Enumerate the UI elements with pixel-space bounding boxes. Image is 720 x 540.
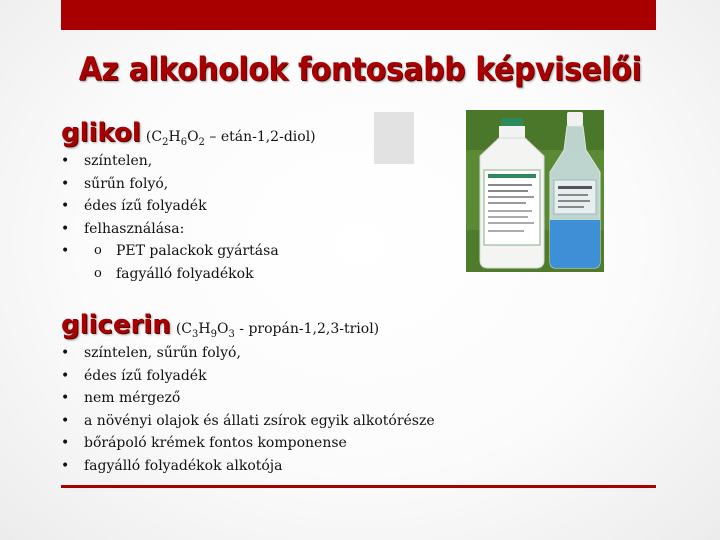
top-accent-bar	[61, 0, 656, 30]
glicerin-formula: ($C_3H_9O_3$ - propán-1,2,3-triol)	[175, 321, 380, 340]
glikol-name: glikol	[61, 118, 141, 148]
glicerin-bullet-list	[61, 342, 435, 477]
list-item: • a növényi olajok és állati zsírok egyik alkotórésze	[61, 410, 435, 433]
list-item: • felhasználása:	[61, 218, 279, 241]
list-item: • édes ízű folyadék	[61, 365, 435, 388]
list-item: • színtelen,	[61, 150, 279, 173]
glicerin-name: glicerin	[61, 310, 171, 340]
list-item: • színtelen, sűrűn folyó,	[61, 342, 435, 365]
bottom-accent-line	[61, 485, 656, 488]
bottles-photo	[466, 110, 604, 272]
sub-list-item: o • PET palackok gyártása	[61, 240, 279, 263]
list-item: • édes ízű folyadék	[61, 195, 279, 218]
placeholder-box	[374, 112, 414, 164]
slide-title: Az alkoholok fontosabb képviselői	[78, 50, 642, 88]
sub-list-item: o fagyálló folyadékok	[61, 263, 279, 286]
list-item: • fagyálló folyadékok alkotója	[61, 455, 435, 478]
list-item: • sűrűn folyó,	[61, 173, 279, 196]
glicerin-heading	[61, 310, 379, 340]
sub-list-container	[61, 240, 279, 285]
glikol-sub-list	[61, 240, 279, 285]
glikol-formula: ($C_2H_6O_2$ – etán-1,2-diol)	[145, 129, 316, 148]
glikol-bullet-list	[61, 150, 279, 285]
glikol-heading	[61, 118, 316, 148]
list-item: • nem mérgező	[61, 387, 435, 410]
list-item: • bőrápoló krémek fontos komponense	[61, 432, 435, 455]
